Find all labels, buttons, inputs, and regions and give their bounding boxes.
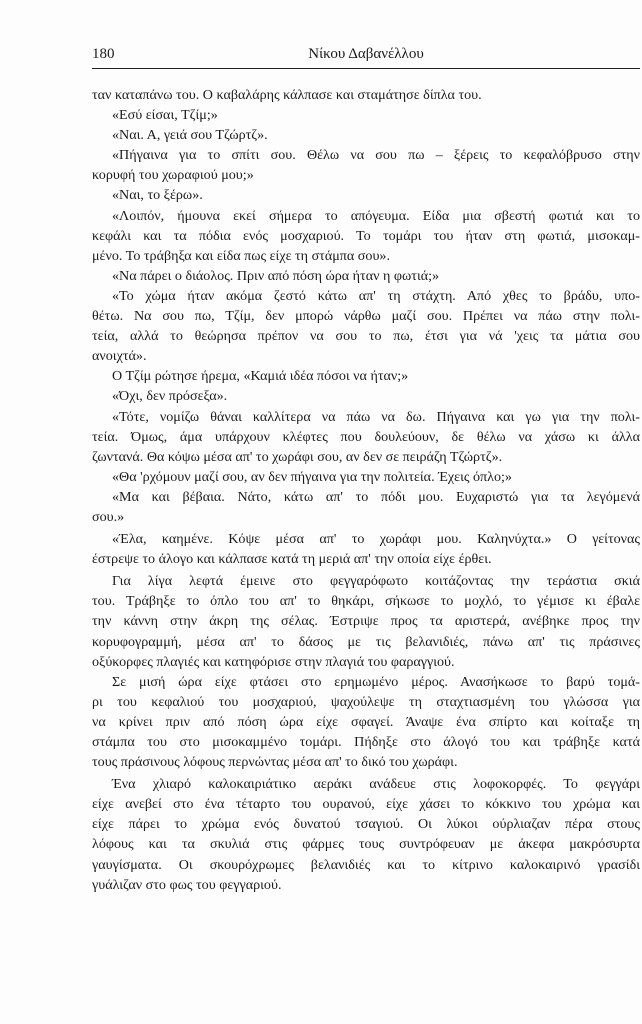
text-line: «Θα 'ρχόμουν μαζί σου, αν δεν πήγαινα για την πολιτεία. Έχεις όπλο;»: [112, 468, 512, 485]
text-line: του. Τράβηξε το όπλο του απ' το θηκάρι, σήκωσε το μοχλό, το γέμισε κι έβαλε: [92, 593, 640, 610]
text-line: θέτω. Να σου πω, Τζίμ, δεν μπορώ νάρθω μαζί σου. Πρέπει να πάω στην πολι-: [92, 308, 640, 325]
text-line: Σε μισή ώρα είχε φτάσει στο ερημωμένο μέρος. Ανασήκωσε το βαρύ τομά-: [112, 673, 640, 690]
text-line: ζωντανά. Θα κόψω μέσα απ' το χωράφι σου, αν δεν σε πειράζη Τζώρτζ».: [92, 448, 503, 465]
text-line: «Μα και βέβαια. Νάτο, κάτω απ' το πόδι μου. Ευχαριστώ για τα λεγόμενά: [112, 488, 640, 505]
page-number: 180: [92, 46, 115, 62]
page-header: [92, 44, 640, 66]
text-line: «Εσύ είσαι, Τζίμ;»: [112, 107, 218, 124]
text-line: τεία. Όμως, άμα υπάρχουν κλέφτες που δουλεύουν, δε θέλω να χάσω κι άλλα: [92, 428, 640, 445]
text-line: ταν καταπάνω του. Ο καβαλάρης κάλπασε και σταμάτησε δίπλα του.: [92, 87, 482, 103]
text-line: «Πήγαινα για το σπίτι σου. Θέλω να σου πω – ξέρεις το κεφαλόβρυσο στην: [112, 147, 640, 164]
text-line: είχε ανεβεί στο ένα τέταρτο του ουρανού, είχε χάσει το κόκκινο του χρώμα και: [92, 796, 640, 813]
text-line: την κάννη στην άκρη της σέλας. Έστριψε προς τα αριστερά, ανέβηκε προς την: [92, 613, 640, 630]
text-line: «Έλα, καημένε. Κόψε μέσα απ' το χωράφι μου. Καληνύχτα.» Ο γείτονας: [112, 531, 640, 548]
text-line: κεφάλι και τα πόδια ενός μοσχαριού. Το τομάρι του ήταν στη φωτιά, μισοκαμ-: [92, 227, 640, 244]
text-line: τεία, αλλά το θεώρησα πρέπον να σου το πω, έτσι για νά 'χεις τα μάτια σου: [92, 328, 640, 345]
text-line: λόφους και τα σκυλιά στις φάρμες τους συντρόφευαν με άκεφα μακρόσυρτα: [92, 836, 640, 853]
text-line: Για λίγα λεφτά έμεινε στο φεγγαρόφωτο κοιτάζοντας την τεράστια σκιά: [112, 573, 640, 590]
text-line: «Όχι, δεν πρόσεξα».: [112, 388, 228, 405]
body-text: [92, 85, 640, 895]
text-line: γυάλιζαν στο φως του φεγγαριού.: [92, 876, 282, 893]
text-line: στάμπα του στο μισοκαμμένο τομάρι. Πήδηξε στο άλογό του και τράβηξε κατά: [92, 734, 640, 750]
text-line: μένο. Το τράβηξα και είδα πως είχε τη στάμπα σου».: [92, 247, 390, 264]
text-line: ανοιχτά».: [92, 348, 147, 365]
text-line: έστρεψε το άλογο και κάλπασε κατά τη μεριά απ' την οποία είχε έρθει.: [92, 551, 492, 568]
text-line: «Ναι, το ξέρω».: [112, 187, 203, 204]
text-line: «Τότε, νομίζω θάναι καλλίτερα να πάω να δω. Πήγαινα και γω για την πολι-: [112, 408, 640, 425]
text-line: ρι του κεφαλιού του μοσχαριού, ψαχούλεψε τη σταχτιασμένη του γλώσσα για: [92, 693, 640, 710]
text-line: Ο Τζίμ ρώτησε ήρεμα, «Καμιά ιδέα πόσοι να ήταν;»: [112, 368, 409, 385]
text-line: Ένα χλιαρό καλοκαιριάτικο αεράκι ανάδευε στις λοφοκορφές. Το φεγγάρι: [112, 776, 640, 793]
text-line: «Λοιπόν, ήμουνα εκεί σήμερα το απόγευμα. Είδα μια σβεστή φωτιά και το: [112, 207, 640, 224]
text-line: τους πράσινους λόφους περνώντας μέσα απ' το δικό του χωράφι.: [92, 754, 458, 771]
header-rule: [92, 68, 640, 69]
text-line: γαυγίσματα. Οι σκουρόχρωμες βελανιδιές και το κίτρινο καλοκαιρινό γρασίδι: [92, 856, 640, 873]
running-head: Νίκου Δαβανέλλου: [308, 46, 424, 62]
text-line: «Να πάρει ο διάολος. Πριν από πόση ώρα ήταν η φωτιά;»: [112, 267, 440, 284]
text-line: να κρίνει πριν από πόση ώρα είχε σφαγεί. Άναψε ένα σπίρτο και κοίταξε τη: [92, 713, 640, 730]
text-line: σου.»: [92, 508, 125, 525]
text-line: «Ναι. Α, γειά σου Τζώρτζ».: [112, 127, 268, 144]
text-line: «Το χώμα ήταν ακόμα ζεστό κάτω απ' τη στάχτη. Από χθες το βράδυ, υπο-: [112, 287, 640, 304]
text-line: κορυφογραμμή, μέσα απ' το δάσος με τις βελανιδιές, πάνω απ' τις πράσινες: [92, 633, 640, 650]
text-line: κορυφή του χωραφιού μου;»: [92, 167, 254, 184]
text-line: οξύκορφες πλαγιές και κατηφόρισε στην πλαγιά του φαραγγιού.: [92, 653, 455, 670]
text-line: είχε πάρει το χρώμα ενός δυνατού τσαγιού. Οι λύκοι ούρλιαζαν πέρα στους: [92, 816, 640, 833]
